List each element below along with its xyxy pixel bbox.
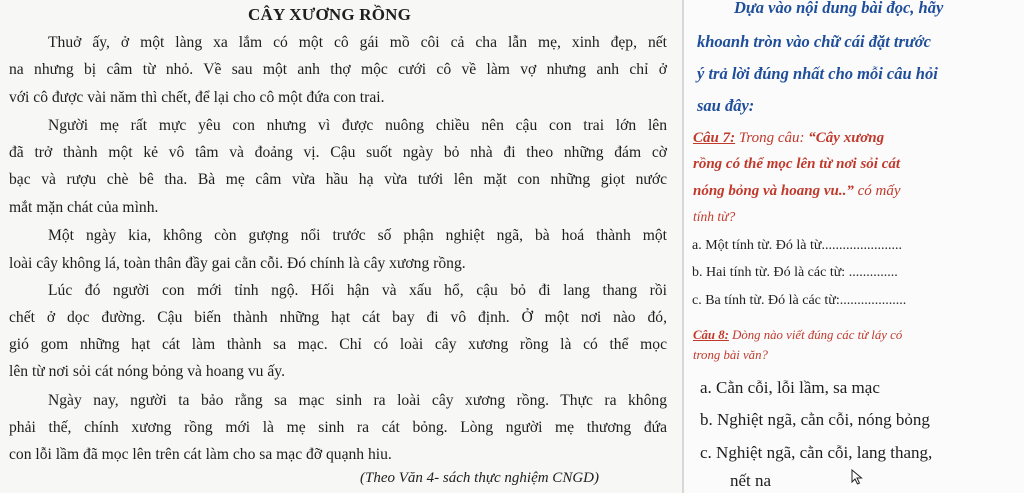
- question-7-line1: [693, 128, 983, 148]
- question-7-quote-line3: nóng bỏng và hoang vu..”: [693, 183, 854, 199]
- question-7-quote-part1: “Cây xương: [808, 130, 885, 146]
- question-7-option-c[interactable]: c. Ba tính từ. Đó là các từ:...................: [692, 293, 907, 308]
- mouse-pointer-icon: [851, 469, 863, 485]
- story-line: đã trở thành một kẻ vô tâm và đoảng vị. Cậu suốt ngày bỏ nhà đi theo những đám cờ: [9, 144, 667, 161]
- question-8-option-a[interactable]: a. Cằn cỗi, lỗi lầm, sa mạc: [700, 378, 880, 397]
- story-line: gió gom những hạt cát làm thành sa mạc. Chỉ có loài cây xương rồng là có thể mọc: [9, 336, 667, 353]
- question-8-line1: [693, 325, 983, 345]
- instruction-line: ý trả lời đúng nhất cho mỗi câu hỏi: [697, 64, 938, 83]
- question-7-tail: có mấy: [853, 183, 901, 199]
- story-line: lên từ nơi sỏi cát nóng bỏng và hoang vu ấy.: [9, 363, 285, 380]
- question-7-option-b[interactable]: b. Hai tính từ. Đó là các từ: ..............: [692, 265, 898, 280]
- instruction-line: Dựa vào nội dung bài đọc, hãy: [734, 0, 944, 17]
- question-8-label: Câu 8:: [693, 328, 729, 342]
- story-line: Ngày nay, người ta bảo rằng sa mạc sinh ra loài cây xương rồng. Thực ra không: [48, 392, 667, 409]
- question-7-option-a[interactable]: a. Một tính từ. Đó là từ.......................: [692, 238, 902, 253]
- story-line: Người mẹ rất mực yêu con nhưng vì được nuông chiều nên cậu con trai lớn lên: [48, 117, 667, 134]
- question-8-text: Dòng nào viết đúng các từ láy có: [728, 328, 903, 342]
- story-line: loài cây không lá, toàn thân đầy gai cằn cỗi. Đó chính là cây xương rồng.: [9, 255, 466, 272]
- story-source: (Theo Văn 4- sách thực nghiệm CNGD): [360, 470, 599, 486]
- story-title: CÂY XƯƠNG RỒNG: [248, 5, 412, 24]
- story-line: bạc và rượu chè bê tha. Bà mẹ câm vừa hầu hạ vừa tưới lên mặt con những giọt nước: [9, 171, 667, 188]
- question-8-option-c-cont: nết na: [730, 471, 772, 490]
- instruction-line: sau đây:: [697, 96, 755, 115]
- story-line: chết ở dọc đường. Cậu biến thành những hạt cát bay đi vô định. Ở một nơi nào đó,: [9, 309, 667, 326]
- question-7-line3: [693, 181, 983, 201]
- story-line: phải thế, chính xương rồng mới là mẹ sinh ra cát bỏng. Lòng người mẹ thương đứa: [9, 419, 667, 436]
- question-7-line2: [693, 154, 983, 174]
- question-7-line4: tính từ?: [693, 209, 736, 224]
- question-8-option-c[interactable]: c. Nghiệt ngã, cằn cỗi, lang thang,: [700, 443, 933, 462]
- question-7-lead: Trong câu:: [735, 130, 809, 146]
- story-line: na nhưng bị câm từ nhỏ. Về sau một anh thợ mộc cưới cô về làm vợ nhưng anh chỉ ở: [9, 61, 667, 78]
- story-line: với cô được vài năm thì chết, để lại cho cô một đứa con trai.: [9, 89, 385, 106]
- story-line: mắt mặn chát của mình.: [9, 199, 159, 216]
- question-7-label: Câu 7:: [693, 130, 736, 146]
- story-line: Lúc đó người con mới tỉnh ngộ. Hối hận và xấu hổ, cậu bỏ đi lang thang rồi: [48, 282, 667, 299]
- story-line: con lỗi lầm đã mọc lên trên cát làm cho sa mạc đỡ quạnh hiu.: [9, 446, 392, 463]
- instruction-line: khoanh tròn vào chữ cái đặt trước: [697, 32, 931, 51]
- story-line: Thuở ấy, ở một làng xa lắm có một cô gái mồ côi cả cha lẫn mẹ, xinh đẹp, nết: [48, 34, 667, 51]
- question-8-line2: trong bài văn?: [693, 348, 768, 362]
- question-8-option-b[interactable]: b. Nghiệt ngã, cằn cỗi, nóng bỏng: [700, 410, 930, 429]
- story-line: Một ngày kia, không còn gượng nổi trước số phận nghiệt ngã, bà hoá thành một: [48, 227, 667, 244]
- question-7-quote-line2: rồng có thể mọc lên từ nơi sỏi cát: [693, 156, 901, 172]
